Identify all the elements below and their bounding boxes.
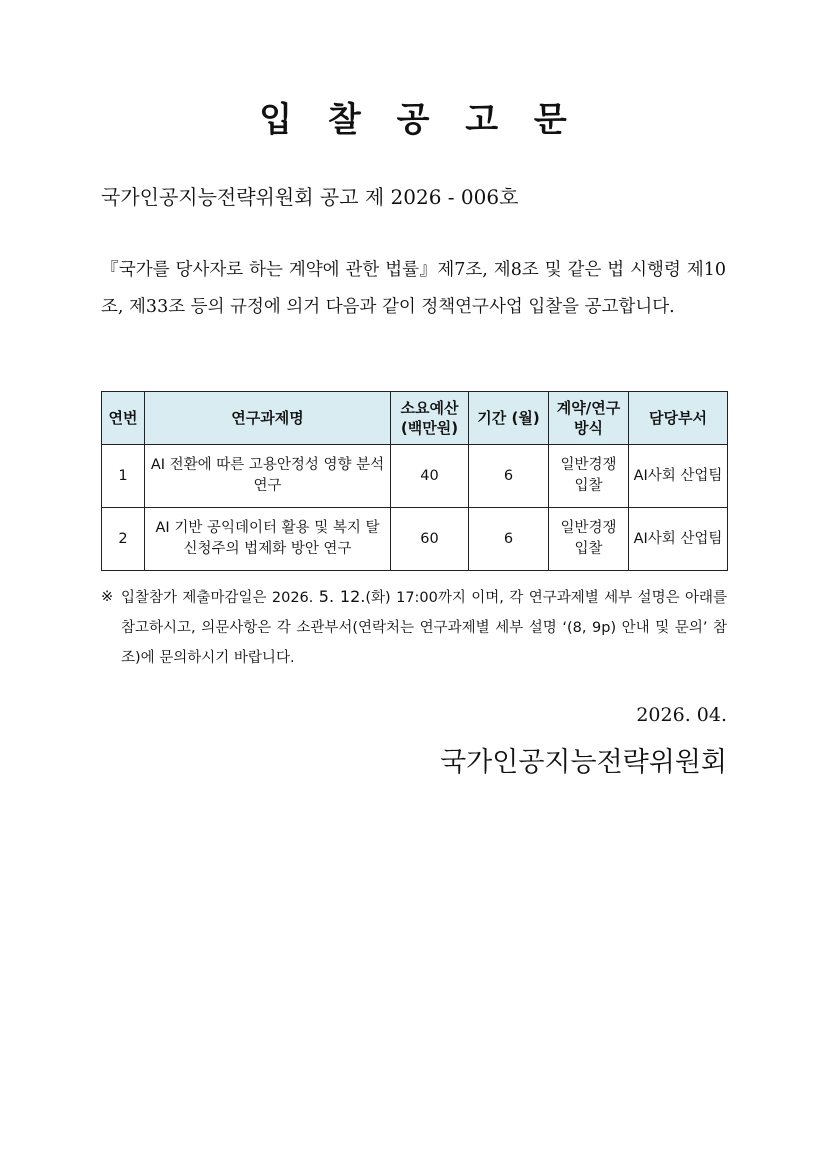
table-header-row xyxy=(102,392,728,445)
note-body xyxy=(121,582,727,673)
header-method: 계약/연구 방식 xyxy=(549,392,629,445)
row-dept: AI사회 산업팀 xyxy=(629,445,728,508)
header-project: 연구과제명 xyxy=(145,392,391,445)
issuing-organization: 국가인공지능전략위원회 xyxy=(440,747,727,778)
deadline-note xyxy=(101,582,727,673)
page-title: 입 찰 공 고 문 xyxy=(259,100,579,140)
header-budget: 소요예산 (백만원) xyxy=(391,392,469,445)
note-text-before: 입찰참가 제출마감일은 2026. xyxy=(121,590,314,606)
table-row xyxy=(102,508,728,571)
note-deadline: 5. 12. xyxy=(318,587,366,606)
row-budget: 40 xyxy=(391,445,469,508)
bid-table xyxy=(101,391,728,571)
row-method: 일반경쟁 입찰 xyxy=(549,508,629,571)
header-no: 연번 xyxy=(102,392,145,445)
note-text-after: (화) 17:00까지 이며, 각 연구과제별 세부 설명은 아래를 참고하시고, 의문사항은 각 소관부서(연락처는 연구과제별 세부 설명 ‘(8, 9p) 안내 및 문의’ 참조)에 문의하시기 바랍니다. xyxy=(121,590,727,666)
reference-mark: ※ xyxy=(101,589,114,605)
row-budget: 60 xyxy=(391,508,469,571)
notice-date: 2026. 04. xyxy=(636,704,727,726)
row-no: 1 xyxy=(102,445,145,508)
row-project: AI 전환에 따른 고용안정성 영향 분석 연구 xyxy=(145,445,391,508)
row-project: AI 기반 공익데이터 활용 및 복지 탈신청주의 법제화 방안 연구 xyxy=(145,508,391,571)
intro-paragraph: 『국가를 당사자로 하는 계약에 관한 법률』제7조, 제8조 및 같은 법 시행령 제10조, 제33조 등의 규정에 의거 다음과 같이 정책연구사업 입찰을 공고합니다. xyxy=(101,260,726,317)
row-dept: AI사회 산업팀 xyxy=(629,508,728,571)
row-period: 6 xyxy=(469,445,549,508)
row-no: 2 xyxy=(102,508,145,571)
row-method: 일반경쟁 입찰 xyxy=(549,445,629,508)
row-period: 6 xyxy=(469,508,549,571)
header-dept: 담당부서 xyxy=(629,392,728,445)
header-period: 기간 (월) xyxy=(469,392,549,445)
notice-number: 국가인공지능전략위원회 공고 제 2026 - 006호 xyxy=(101,185,519,209)
table-row xyxy=(102,445,728,508)
